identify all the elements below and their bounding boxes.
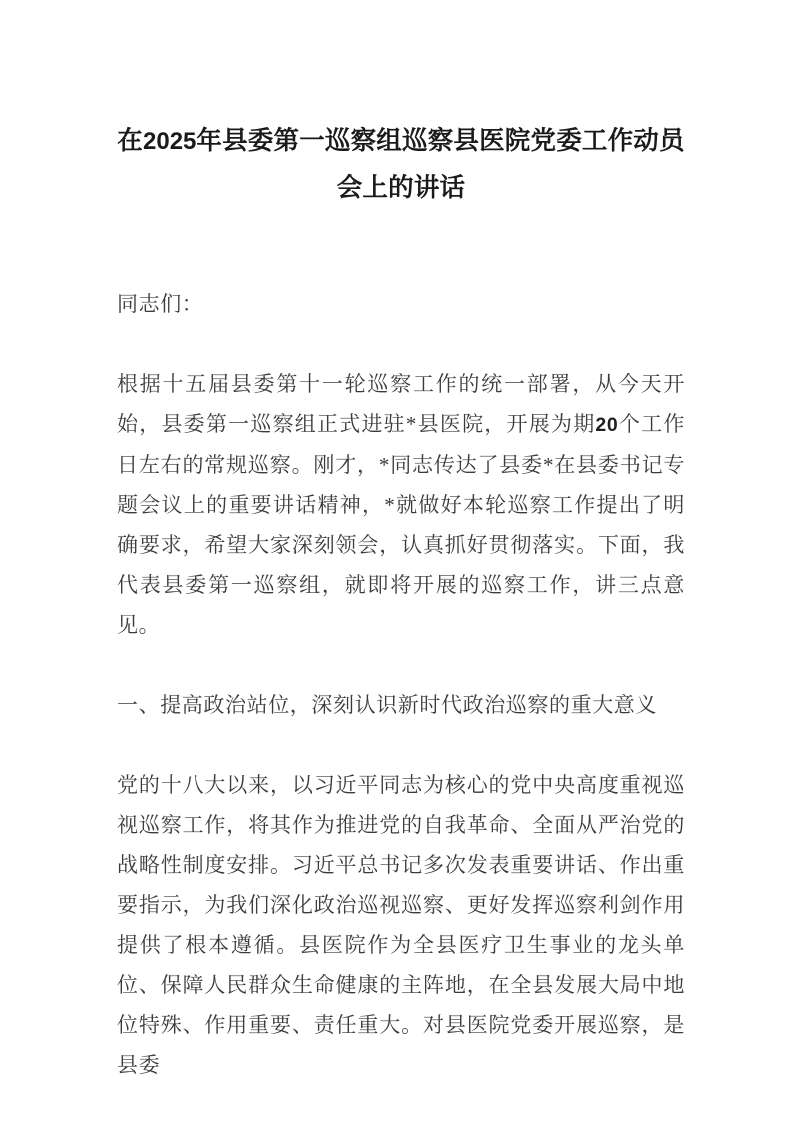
title-suffix: 年县委第一巡察组巡察县医院党委工作动员 — [196, 127, 685, 155]
document-content — [117, 0, 685, 1085]
title-prefix: 在 — [117, 127, 143, 155]
paragraph-intro — [117, 364, 685, 645]
title-year: 2025 — [143, 128, 197, 155]
page-title — [117, 0, 685, 212]
section-heading-one: 一、提高政治站位，深刻认识新时代政治巡察的重大意义 — [117, 693, 657, 717]
title-line-two: 会上的讲话 — [336, 174, 466, 202]
paragraph-intro-part-two: 个工作日左右的常规巡察。刚才，*同志传达了县委*在县委书记专题会议上的重要讲话精神，*就做好本轮巡察工作提出了明确要求，希望大家深刻领会，认真抓好贯彻落实。下面，我代表县委第一巡察组，就即将开展的巡察工作，讲三点意见。 — [117, 412, 685, 637]
inspection-days-value: 20 — [595, 414, 619, 436]
paragraph-section-one-body: 党的十八大以来，以习近平同志为核心的党中央高度重视巡视巡察工作，将其作为推进党的自我革命、全面从严治党的战略性制度安排。习近平总书记多次发表重要讲话、作出重要指示，为我们深化政治巡视巡察、更好发挥巡察利剑作用提供了根本遵循。县医院作为全县医疗卫生事业的龙头单位、保障人民群众生命健康的主阵地，在全县发展大局中地位特殊、作用重要、责任重大。对县医院党委开展巡察，是县委 — [117, 773, 685, 1077]
salutation: 同志们： — [117, 292, 204, 316]
paragraph-intro-part-one: 根据十五届县委第十一轮巡察工作的统一部署，从今天开始，县委第一巡察组正式进驻*县医院，开展为期 — [117, 372, 685, 436]
